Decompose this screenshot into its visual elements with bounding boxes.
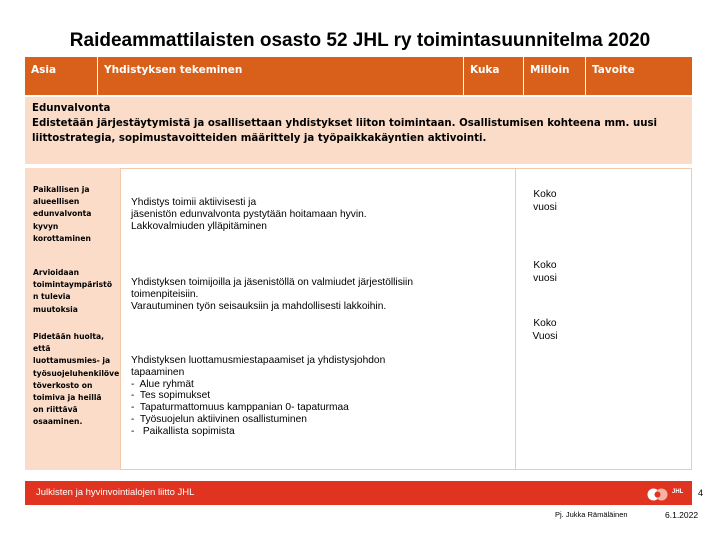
row-1-tekeminen: Yhdistys toimii aktiivisesti ja jäsenistön edunvalvonta pystytään hoitamaan hyvin. Lakkovalmiuden ylläpitäminen: [131, 197, 367, 232]
author: Pj. Jukka Rämäläinen: [555, 510, 628, 519]
row-1-milloin: Koko vuosi: [533, 189, 557, 213]
logo-text: JHL: [672, 489, 684, 495]
section-description-cont: liittostrategia, sopimustavoitteiden määrittely ja työpaikkakäyntien aktivointi.: [32, 133, 487, 144]
footer-org: Julkisten ja hyvinvointialojen liitto JHL: [36, 487, 195, 498]
row-3-asia: Pidetään huolta, että luottamusmies- ja työsuojeluhenkilöve töverkosto on toimiva ja heillä on riittävä osaaminen.: [33, 332, 120, 427]
header-asia: Asia: [25, 57, 98, 95]
section-band: [25, 97, 692, 164]
page-number: 4: [698, 488, 704, 498]
header-tavoite: Tavoite: [586, 57, 692, 95]
row-1-asia: Paikallisen ja alueellisen edunvalvonta kyvyn korottaminen: [33, 185, 92, 243]
row-3-milloin: Koko Vuosi: [532, 318, 558, 342]
row-2-asia: Arvioidaan toimintaympäristö n tulevia muutoksia: [33, 268, 113, 314]
row-2-milloin: Koko vuosi: [533, 260, 557, 284]
header-yhdistyksen-tekeminen: Yhdistyksen tekeminen: [98, 57, 464, 95]
page-title: Raideammattilaisten osasto 52 JHL ry toimintasuunnitelma 2020: [69, 30, 651, 51]
date: 6.1.2022: [665, 510, 699, 520]
row-3-tekeminen: Yhdistyksen luottamusmiestapaamiset ja yhdistysjohdon tapaaminen - Alue ryhmät - Tes sopimukset - Tapaturmattomuus kamppanian 0- tapaturmaa - Työsuojelun aktiivinen osallistuminen - Paikallista sopimista: [131, 355, 386, 437]
header-milloin: Milloin: [524, 57, 586, 95]
section-heading: Edunvalvonta: [32, 103, 111, 114]
section-description: Edistetään järjestäytymistä ja osallisettaan yhdistykset liiton toimintaan. Osallistumisen kohteena mm. uusi: [32, 118, 658, 129]
jhl-logo-icon: [647, 488, 668, 501]
header-kuka: Kuka: [464, 57, 524, 95]
footer-bar: [25, 481, 692, 505]
row-2-tekeminen: Yhdistyksen toimijoilla ja jäsenistöllä on valmiudet järjestöllisiin toimenpiteisiin. Varautuminen työn seisauksiin ja mahdollisesti lakkoihin.: [131, 277, 413, 312]
